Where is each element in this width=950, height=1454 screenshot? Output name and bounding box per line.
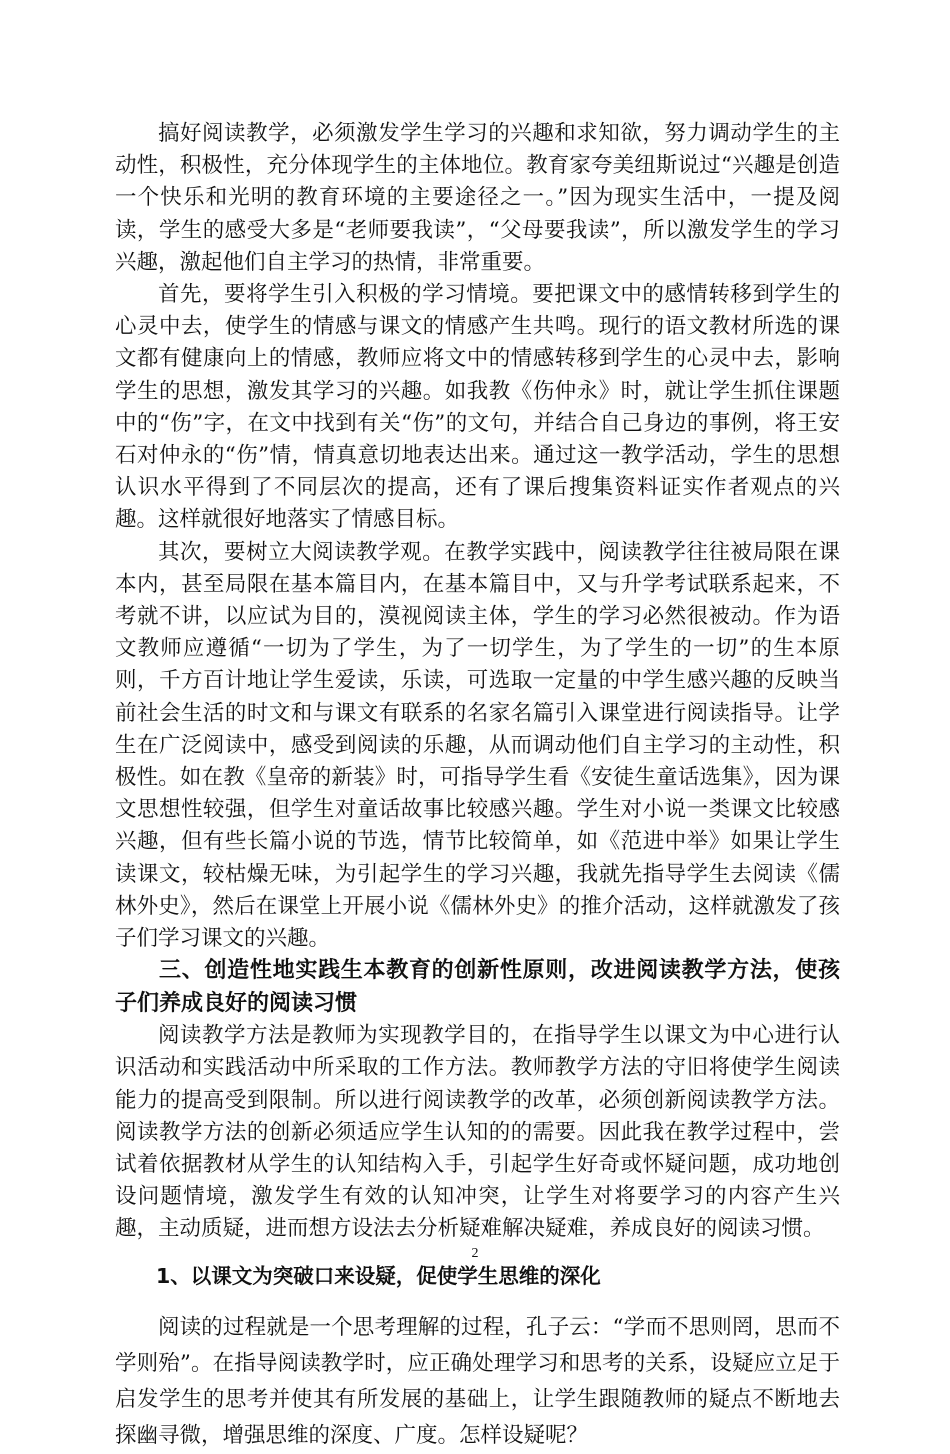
body-paragraph: 搞好阅读教学，必须激发学生学习的兴趣和求知欲，努力调动学生的主动性，积极性，充分体现学生的主体地位。教育家夸美纽斯说过“兴趣是创造一个快乐和光明的教育环境的主要途径之一。”因为现实生活中，一提及阅读，学生的感受大多是“老师要我读”，“父母要我读”，所以激发学生的学习兴趣，激起他们自主学习的热情，非常重要。 [115, 121, 840, 275]
subsection-heading: 1、以课文为突破口来设疑，促使学生思维的深化 [156, 1263, 601, 1288]
body-paragraph: 首先，要将学生引入积极的学习情境。要把课文中的感情转移到学生的心灵中去，使学生的情感与课文的情感产生共鸣。现行的语文教材所选的课文都有健康向上的情感，教师应将文中的情感转移到学生的心灵中去，影响学生的思想，激发其学习的兴趣。如我教《伤仲永》时，就让学生抓住课题中的“伤”字，在文中找到有关“伤”的文句，并结合自己身边的事例，将王安石对仲永的“伤”情，情真意切地表达出来。通过这一教学活动，学生的思想认识水平得到了不同层次的提高，还有了课后搜集资料证实作者观点的兴趣。这样就很好地落实了情感目标。 [115, 282, 840, 533]
body-paragraph: 其次，要树立大阅读教学观。在教学实践中，阅读教学往往被局限在课本内，甚至局限在基本篇目内，在基本篇目中，又与升学考试联系起来，不考就不讲，以应试为目的，漠视阅读主体，学生的学习必然很被动。作为语文教师应遵循“一切为了学生，为了一切学生，为了学生的一切”的生本原则，千方百计地让学生爱读，乐读，可选取一定量的中学生感兴趣的反映当前社会生活的时文和与课文有联系的名家名篇引入课堂进行阅读指导。让学生在广泛阅读中，感受到阅读的乐趣，从而调动他们自主学习的主动性，积极性。如在教《皇帝的新装》时，可指导学生看《安徒生童话选集》，因为课文思想性较强，但学生对童话故事比较感兴趣。学生对小说一类课文比较感兴趣，但有些长篇小说的节选，情节比较简单，如《范进中举》如果让学生读课文，较枯燥无味，为引起学生的学习兴趣，我就先指导学生去阅读《儒林外史》，然后在课堂上开展小说《儒林外史》的推介活动，这样就激发了孩子们学习课文的兴趣。 [115, 539, 840, 952]
body-paragraph: 阅读教学方法是教师为实现教学目的，在指导学生以课文为中心进行认识活动和实践活动中所采取的工作方法。教师教学方法的守旧将使学生阅读能力的提高受到限制。所以进行阅读教学的改革，必须创新阅读教学方法。阅读教学方法的创新必须适应学生认知的的需要。因此我在教学过程中，尝试着依据教材从学生的认知结构入手，引起学生好奇或怀疑问题，成功地创设问题情境，激发学生有效的认知冲突，让学生对将要学习的内容产生兴趣，主动质疑，进而想方设法去分析疑难解决疑难，养成良好的阅读习惯。 [115, 1023, 840, 1242]
page-number: 2 [471, 1246, 479, 1261]
body-paragraph: 阅读的过程就是一个思考理解的过程，孔子云：“学而不思则罔，思而不学则殆”。在指导阅读教学时，应正确处理学习和思考的关系，设疑应立足于启发学生的思考并使其有所发展的基础上，让学生跟随教师的疑点不断地去探幽寻微，增强思维的深度、广度。怎样设疑呢？ [115, 1314, 840, 1448]
section-heading: 三、创造性地实践生本教育的创新性原则，改进阅读教学方法，使孩子们养成良好的阅读习惯 [115, 958, 840, 1016]
